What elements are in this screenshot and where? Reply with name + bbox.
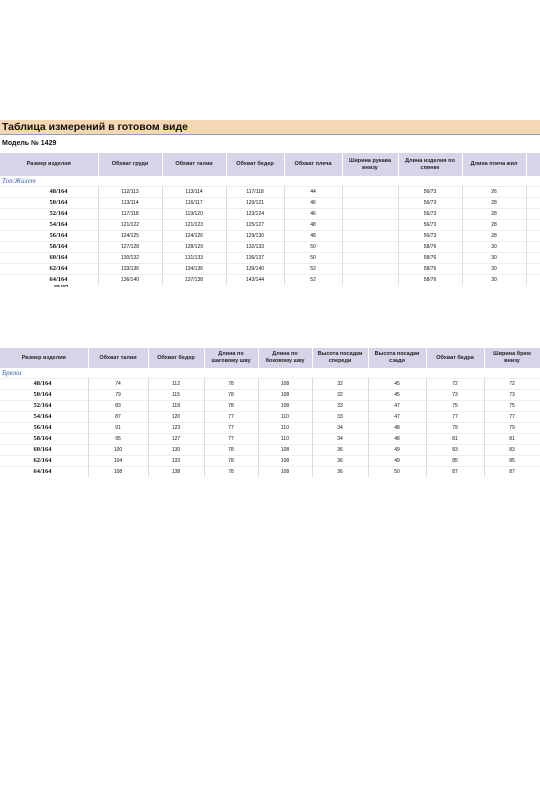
measurement-cell: 58/76	[398, 275, 462, 286]
measurement-cell: 87	[88, 412, 148, 423]
size-cell: 54/164	[0, 220, 98, 231]
measurement-cell: 108	[258, 467, 312, 478]
measurement-cell: 45	[368, 390, 426, 401]
measurement-cell: 95	[88, 434, 148, 445]
row-spacer	[526, 220, 540, 231]
measurement-cell: 108	[258, 390, 312, 401]
table-row	[0, 242, 540, 253]
table-row	[0, 220, 540, 231]
table-row	[0, 209, 540, 220]
measurement-cell: 48	[368, 423, 426, 434]
measurement-cell: 110	[258, 423, 312, 434]
column-header: Обхват бедра	[426, 348, 484, 368]
measurement-cell: 136/137	[226, 253, 284, 264]
size-cell: 48/164	[0, 379, 88, 390]
measurement-cell	[342, 198, 398, 209]
measurement-cell: 124/125	[98, 231, 162, 242]
measurement-cell: 56/73	[398, 231, 462, 242]
measurement-cell: 113/114	[162, 187, 226, 198]
column-header: Обхват бедер	[148, 348, 204, 368]
size-cell: 64/164	[0, 275, 98, 286]
column-header: Размер изделия	[0, 348, 88, 368]
column-header: Ширина брюк внизу	[484, 348, 540, 368]
measurement-cell: 77	[484, 412, 540, 423]
measurement-cell: 28	[462, 231, 526, 242]
measurement-cell: 110	[258, 434, 312, 445]
header-spacer	[526, 153, 540, 176]
size-cell: 58/164	[0, 434, 88, 445]
size-cell: 58/164	[0, 242, 98, 253]
partial-row	[0, 285, 540, 289]
measurement-cell: 131/133	[162, 253, 226, 264]
measurement-cell: 129/130	[226, 231, 284, 242]
size-cell: 56/164	[0, 423, 88, 434]
trousers-measurements-table	[0, 348, 540, 477]
measurement-cell: 124/126	[162, 231, 226, 242]
measurement-cell: 128/129	[162, 242, 226, 253]
measurement-cell: 34	[312, 423, 368, 434]
row-spacer	[526, 275, 540, 286]
table-row	[0, 456, 540, 467]
table-row	[0, 467, 540, 478]
measurement-cell: 79	[426, 423, 484, 434]
row-spacer	[526, 253, 540, 264]
row-spacer	[526, 264, 540, 275]
column-header: Длина по шаговому шву	[204, 348, 258, 368]
column-header: Обхват талии	[162, 153, 226, 176]
row-spacer	[526, 242, 540, 253]
measurement-cell	[342, 187, 398, 198]
measurement-cell: 139/140	[226, 264, 284, 275]
measurement-cell: 46	[284, 198, 342, 209]
measurement-cell: 123	[148, 423, 204, 434]
measurement-cell: 77	[204, 434, 258, 445]
header-row	[0, 348, 540, 368]
measurement-cell: 130	[148, 445, 204, 456]
measurement-cell: 36	[312, 456, 368, 467]
measurement-cell: 74	[88, 379, 148, 390]
size-cell: 62/164	[0, 456, 88, 467]
measurement-cell: 143/144	[226, 275, 284, 286]
measurement-cell: 108	[88, 467, 148, 478]
measurement-cell: 73	[426, 390, 484, 401]
column-header: Ширина рукава внизу	[342, 153, 398, 176]
measurement-cell: 113/114	[98, 198, 162, 209]
table-row	[0, 379, 540, 390]
row-spacer	[526, 209, 540, 220]
measurement-cell: 85	[426, 456, 484, 467]
measurement-cell: 83	[426, 445, 484, 456]
measurement-cell: 138	[148, 467, 204, 478]
measurement-cell: 56/73	[398, 209, 462, 220]
measurement-cell: 132/133	[226, 242, 284, 253]
size-cell: 56/164	[0, 231, 98, 242]
measurement-cell: 30	[462, 242, 526, 253]
measurement-cell: 104	[88, 456, 148, 467]
measurement-cell: 85	[484, 456, 540, 467]
measurement-cell: 121/122	[98, 220, 162, 231]
measurement-cell: 28	[462, 198, 526, 209]
measurement-cell: 50	[284, 242, 342, 253]
size-cell: 48/164	[0, 187, 98, 198]
table-row	[0, 275, 540, 286]
group-row	[0, 176, 540, 187]
measurement-cell: 77	[204, 423, 258, 434]
group-label: Топ/Жилет	[0, 176, 540, 187]
measurement-cell	[342, 209, 398, 220]
measurement-cell: 32	[312, 390, 368, 401]
measurement-cell: 108	[258, 445, 312, 456]
measurement-cell	[342, 275, 398, 286]
column-header: Высота посадки сзади	[368, 348, 426, 368]
measurement-cell: 58/76	[398, 242, 462, 253]
column-header: Обхват талии	[88, 348, 148, 368]
table-row	[0, 187, 540, 198]
measurement-cell: 34	[312, 434, 368, 445]
page-title: Таблица измерений в готовом виде	[2, 121, 188, 133]
measurement-cell: 136/140	[98, 275, 162, 286]
measurement-cell: 30	[462, 275, 526, 286]
measurement-cell: 79	[88, 390, 148, 401]
column-header: Длина по боковому шву	[258, 348, 312, 368]
table-row	[0, 231, 540, 242]
measurement-cell: 115	[148, 390, 204, 401]
measurement-cell: 87	[484, 467, 540, 478]
measurement-cell: 108	[258, 401, 312, 412]
measurement-cell: 72	[426, 379, 484, 390]
column-header: Длина изделия по спинке	[398, 153, 462, 176]
measurement-cell: 50	[368, 467, 426, 478]
row-spacer	[526, 198, 540, 209]
measurement-cell: 78	[204, 445, 258, 456]
group-label: Брюки	[0, 368, 540, 379]
measurement-cell: 116/117	[162, 198, 226, 209]
measurement-cell: 52	[284, 264, 342, 275]
measurement-cell: 26	[462, 187, 526, 198]
table-row	[0, 264, 540, 275]
measurement-cell: 112	[148, 379, 204, 390]
title-bar	[0, 120, 540, 135]
measurement-cell: 81	[426, 434, 484, 445]
size-cell: 50/164	[0, 198, 98, 209]
measurement-cell: 118	[148, 401, 204, 412]
measurement-cell: 45	[368, 379, 426, 390]
measurement-cell: 77	[204, 412, 258, 423]
size-cell: 60/164	[0, 445, 88, 456]
header-row	[0, 153, 540, 176]
column-header: Длина плеча жил	[462, 153, 526, 176]
size-cell: 64/164	[0, 467, 88, 478]
measurement-cell: 46	[284, 209, 342, 220]
measurement-cell: 44	[284, 187, 342, 198]
measurement-cell: 78	[204, 379, 258, 390]
measurement-cell: 72	[484, 379, 540, 390]
measurement-cell: 120/121	[226, 198, 284, 209]
measurement-cell: 133/136	[98, 264, 162, 275]
table-row	[0, 401, 540, 412]
measurement-cell: 83	[88, 401, 148, 412]
measurement-cell: 73	[484, 390, 540, 401]
measurement-cell: 117/118	[226, 187, 284, 198]
measurement-cell: 77	[426, 412, 484, 423]
measurement-cell: 123/124	[226, 209, 284, 220]
measurement-cell: 58/76	[398, 264, 462, 275]
measurement-cell: 120	[148, 412, 204, 423]
table-row	[0, 445, 540, 456]
measurement-cell: 75	[426, 401, 484, 412]
measurement-cell: 100	[88, 445, 148, 456]
measurement-cell: 48	[284, 231, 342, 242]
table-row	[0, 198, 540, 209]
size-cell: 52/164	[0, 401, 88, 412]
measurement-cell: 28	[462, 220, 526, 231]
measurement-cell	[342, 231, 398, 242]
measurement-cell: 134/136	[162, 264, 226, 275]
measurement-cell: 137/138	[162, 275, 226, 286]
measurement-cell: 79	[484, 423, 540, 434]
size-cell: 52/164	[0, 209, 98, 220]
measurement-cell: 75	[484, 401, 540, 412]
measurement-cell: 30	[462, 264, 526, 275]
table-row	[0, 434, 540, 445]
table-row	[0, 412, 540, 423]
column-header: Обхват плеча	[284, 153, 342, 176]
measurement-cell: 112/113	[98, 187, 162, 198]
measurement-cell: 50	[284, 253, 342, 264]
measurement-cell: 36	[312, 467, 368, 478]
measurement-cell: 78	[204, 456, 258, 467]
measurement-cell: 81	[484, 434, 540, 445]
column-header: Обхват груди	[98, 153, 162, 176]
measurement-cell: 32	[312, 379, 368, 390]
row-spacer	[526, 187, 540, 198]
measurement-cell	[342, 220, 398, 231]
measurement-cell: 125/127	[226, 220, 284, 231]
measurement-cell	[342, 264, 398, 275]
measurement-cell: 58/76	[398, 253, 462, 264]
measurement-cell: 56/73	[398, 187, 462, 198]
measurement-cell: 117/118	[98, 209, 162, 220]
measurement-cell: 28	[462, 209, 526, 220]
measurement-cell: 33	[312, 401, 368, 412]
table-row	[0, 423, 540, 434]
column-header: Размер изделия	[0, 153, 98, 176]
measurement-cell: 48	[284, 220, 342, 231]
measurement-cell: 52	[284, 275, 342, 286]
measurement-cell: 30	[462, 253, 526, 264]
partial-row-rest	[98, 285, 540, 289]
measurement-cell: 78	[204, 467, 258, 478]
measurement-cell: 78	[204, 401, 258, 412]
measurement-cell: 127/128	[98, 242, 162, 253]
column-header: Обхват бедер	[226, 153, 284, 176]
measurement-cell: 110	[258, 412, 312, 423]
measurement-cell: 108	[258, 379, 312, 390]
measurement-cell: 127	[148, 434, 204, 445]
table-row	[0, 253, 540, 264]
measurement-cell	[342, 242, 398, 253]
measurement-cell: 49	[368, 445, 426, 456]
measurement-cell: 83	[484, 445, 540, 456]
measurement-cell: 49	[368, 456, 426, 467]
measurement-cell: 108	[258, 456, 312, 467]
measurement-cell: 91	[88, 423, 148, 434]
measurement-cell: 48	[368, 434, 426, 445]
measurement-cell: 36	[312, 445, 368, 456]
top-vest-measurements-table	[0, 153, 540, 289]
size-cell: 62/164	[0, 264, 98, 275]
measurement-cell: 47	[368, 401, 426, 412]
measurement-cell: 119/120	[162, 209, 226, 220]
row-spacer	[526, 231, 540, 242]
size-cell: 54/164	[0, 412, 88, 423]
measurement-cell: 56/73	[398, 220, 462, 231]
measurement-cell: 47	[368, 412, 426, 423]
measurement-cell: 130/132	[98, 253, 162, 264]
measurement-cell: 33	[312, 412, 368, 423]
size-cell: 66/164	[54, 285, 68, 289]
size-cell: 60/164	[0, 253, 98, 264]
measurement-cell: 121/123	[162, 220, 226, 231]
size-cell: 50/164	[0, 390, 88, 401]
group-row	[0, 368, 540, 379]
table-row	[0, 390, 540, 401]
model-number: Модель № 1429	[2, 140, 57, 147]
measurement-cell: 87	[426, 467, 484, 478]
measurement-cell: 56/73	[398, 198, 462, 209]
measurement-cell: 133	[148, 456, 204, 467]
measurement-cell: 78	[204, 390, 258, 401]
measurement-cell	[342, 253, 398, 264]
column-header: Высота посадки спереди	[312, 348, 368, 368]
